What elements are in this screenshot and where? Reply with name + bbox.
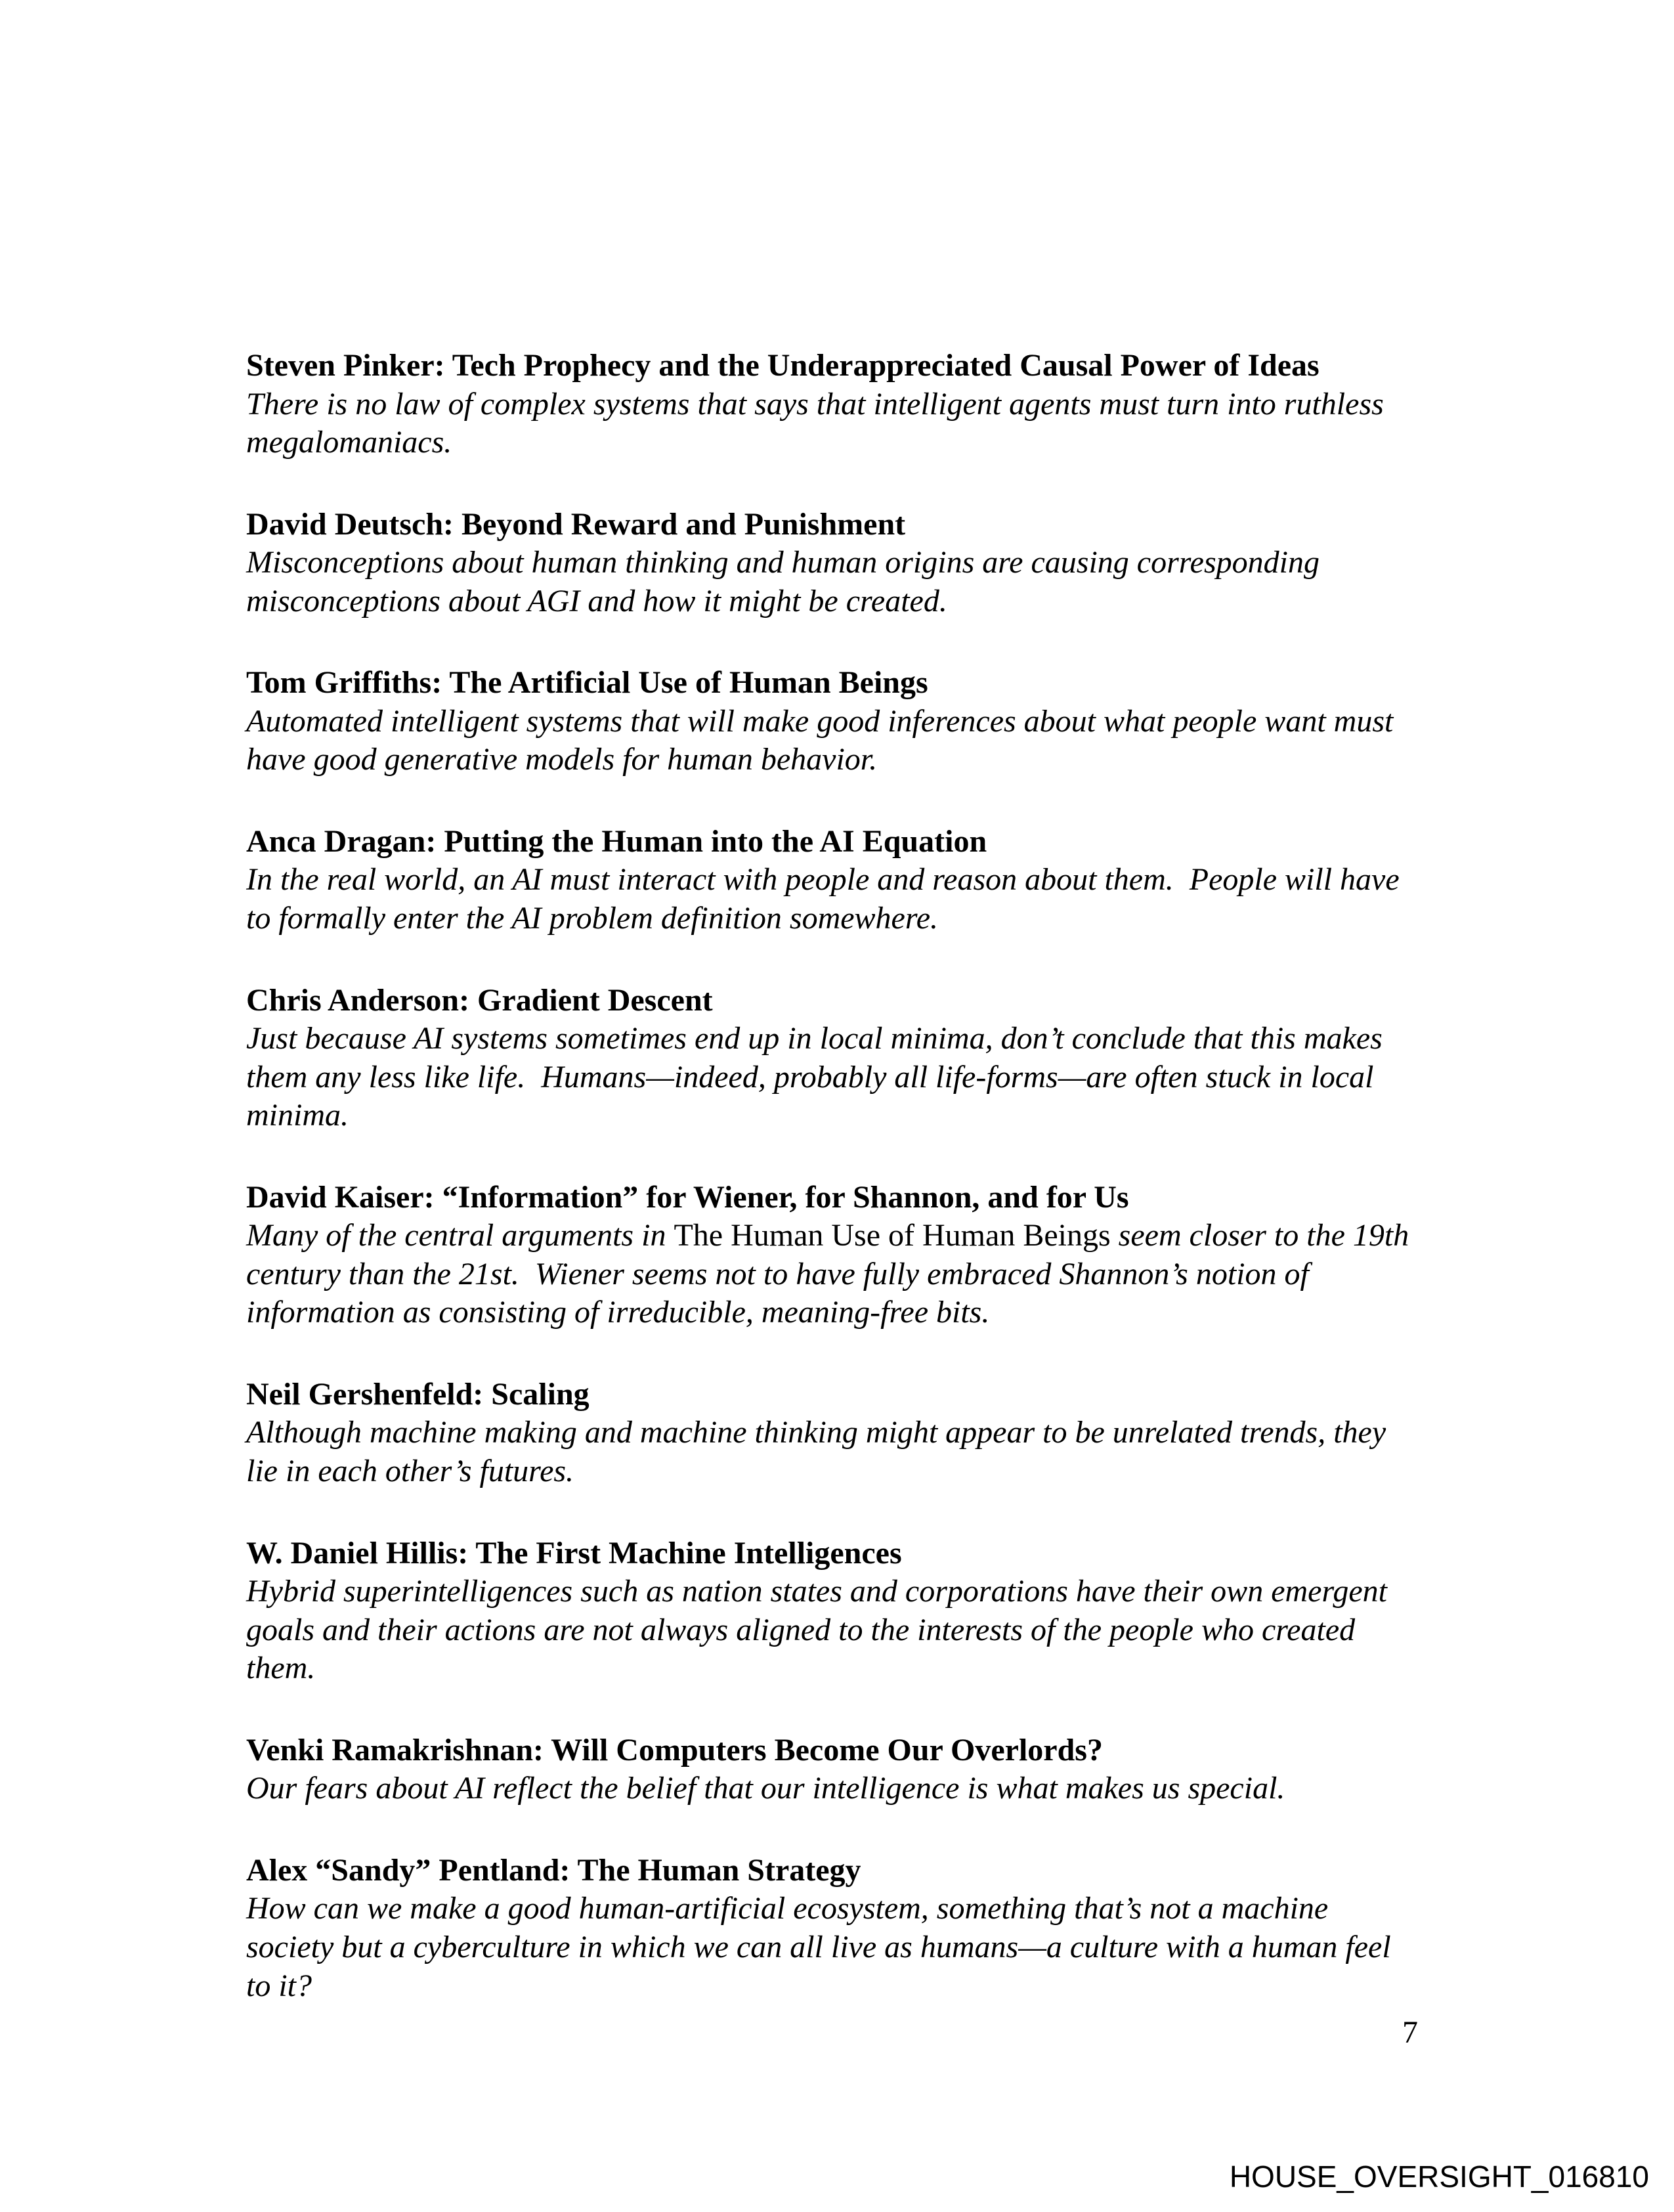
entry-description	[246, 1769, 1421, 1808]
entry-description-text: Misconceptions about human thinking and human origins are causing corresponding misconceptions about AGI and how it might be created.	[246, 545, 1327, 618]
page-number: 7	[1402, 2015, 1418, 2050]
entry-description-text: Hybrid superintelligences such as nation states and corporations have their own emergent goals and their actions are not always aligned to the interests of the people who created them.	[246, 1574, 1396, 1686]
entry	[246, 1534, 1421, 1688]
entry-description-text: How can we make a good human-artificial ecosystem, something that’s not a machine society but a cyberculture in which we can all live as humans—a culture with a human feel to it?	[246, 1891, 1399, 2003]
entry-description	[246, 1020, 1421, 1135]
toc-entries	[246, 347, 1421, 2049]
entry	[246, 664, 1421, 779]
entry-heading: David Kaiser: “Information” for Wiener, for Shannon, and for Us	[246, 1179, 1129, 1215]
entry-description-text: In the real world, an AI must interact with people and reason about them. People will have to formally enter the AI problem definition somewhere.	[246, 862, 1407, 936]
entry-description	[246, 1217, 1421, 1332]
entry-description	[246, 1414, 1421, 1490]
entry-heading: David Deutsch: Beyond Reward and Punishment	[246, 506, 906, 542]
entry	[246, 1376, 1421, 1491]
entry-description	[246, 544, 1421, 620]
entry-description-book-title: The Human Use of Human Beings	[674, 1218, 1111, 1253]
entry-description	[246, 1890, 1421, 2005]
entry	[246, 347, 1421, 462]
bates-stamp: HOUSE_OVERSIGHT_016810	[1229, 2159, 1649, 2194]
entry	[246, 506, 1421, 621]
entry	[246, 823, 1421, 938]
entry-description-text: Our fears about AI reflect the belief that our intelligence is what makes us special.	[246, 1771, 1285, 1806]
entry-description-text: There is no law of complex systems that says that intelligent agents must turn into ruthless megalomaniacs.	[246, 386, 1392, 460]
entry-heading: Tom Griffiths: The Artificial Use of Human Beings	[246, 665, 928, 701]
entry-description-text: seem closer to the 19th century than the 21st. Wiener seems not to have fully embraced Shannon’s notion of information as consisting of irreducible, meaning-free bits.	[246, 1218, 1417, 1330]
entry	[246, 1852, 1421, 2005]
entry-heading: Venki Ramakrishnan: Will Computers Become Our Overlords?	[246, 1732, 1103, 1767]
entry-heading: Steven Pinker: Tech Prophecy and the Underappreciated Causal Power of Ideas	[246, 348, 1320, 383]
entry-description	[246, 385, 1421, 462]
entry-description-text: Many of the central arguments in	[246, 1218, 674, 1253]
entry-heading: Neil Gershenfeld: Scaling	[246, 1376, 590, 1412]
entry-description-text: Automated intelligent systems that will make good inferences about what people want must have good generative models for human behavior.	[246, 703, 1402, 777]
entry-description-text: Just because AI systems sometimes end up in local minima, don’t conclude that this makes them any less like life. Humans—indeed, probably all life-forms—are often stuck in local minima.	[246, 1021, 1390, 1133]
entry-heading: Chris Anderson: Gradient Descent	[246, 982, 713, 1018]
entry	[246, 982, 1421, 1135]
entry	[246, 1731, 1421, 1808]
entry-description	[246, 861, 1421, 938]
entry-heading: Anca Dragan: Putting the Human into the AI Equation	[246, 823, 987, 859]
entry-description	[246, 703, 1421, 779]
entry-heading: Alex “Sandy” Pentland: The Human Strategy	[246, 1852, 861, 1888]
entry	[246, 1179, 1421, 1332]
entry-description-text: Although machine making and machine thinking might appear to be unrelated trends, they lie in each other’s futures.	[246, 1415, 1394, 1489]
entry-description	[246, 1572, 1421, 1688]
entry-heading: W. Daniel Hillis: The First Machine Intelligences	[246, 1535, 902, 1571]
